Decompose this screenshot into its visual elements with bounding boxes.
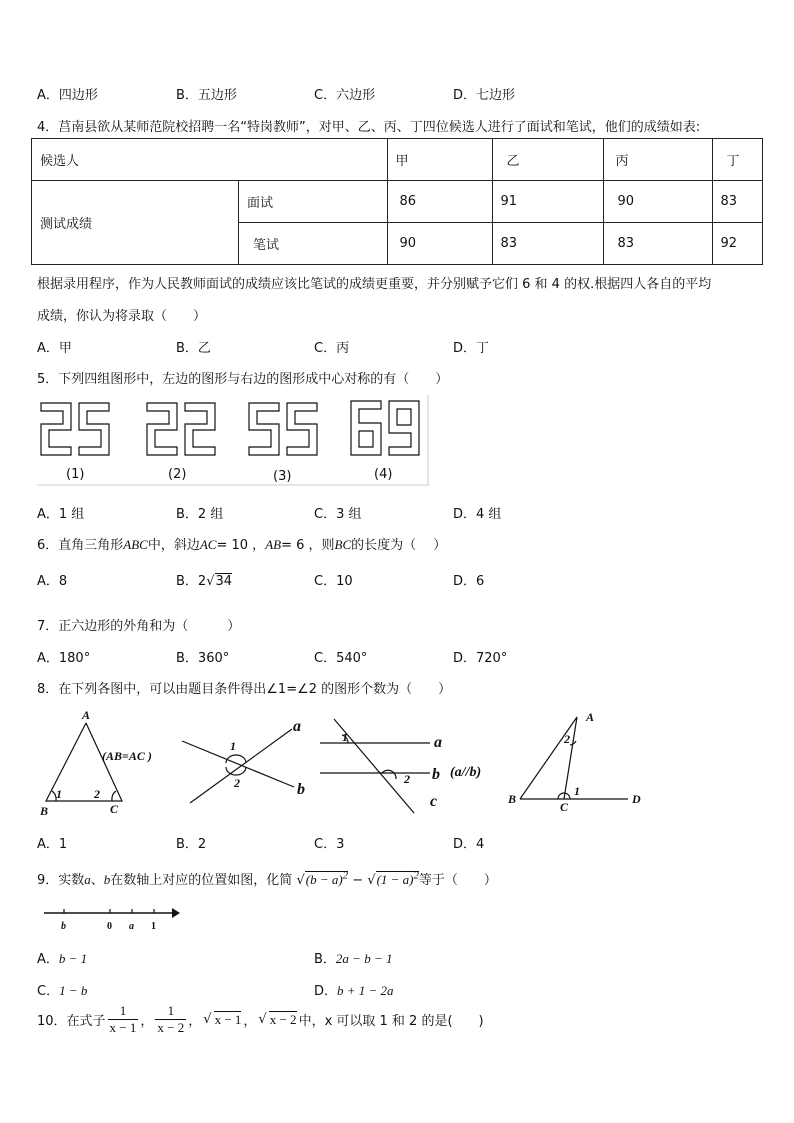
q9-text: 9．实数 — [37, 873, 85, 888]
q3-option-b[interactable]: B．五边形 — [176, 88, 237, 103]
q10-stem — [37, 1003, 484, 1036]
fig1-label-b: B — [40, 804, 49, 818]
fig3-label-b: b — [432, 766, 440, 783]
fig1-angle-1: 1 — [56, 787, 62, 801]
table-row-label: 笔试 — [239, 223, 388, 265]
fig1-angle-2: 2 — [94, 787, 100, 801]
q4-option-b[interactable]: B．乙 — [176, 341, 211, 356]
q6-option-a[interactable]: A．8 — [37, 574, 68, 589]
q9-option-expr: 1 − b — [59, 983, 88, 998]
fig4-angle-1: 1 — [574, 784, 580, 798]
radical-sign: √ — [292, 873, 305, 888]
q6-stem — [37, 534, 446, 553]
fig4-label-d: D — [632, 792, 641, 806]
table-cell: 83 — [603, 223, 712, 265]
q6-text: 6．直角三角形 — [37, 538, 124, 553]
fig1-condition: (AB=AC ) — [102, 749, 152, 763]
q9-text: 、 — [90, 873, 104, 888]
q10-radicand-2: x − 2 — [269, 1012, 297, 1027]
q5-option-a[interactable]: A．1 组 — [37, 507, 85, 522]
q10-text: 10．在式子 — [37, 1014, 106, 1029]
radical-sign: √ — [206, 574, 215, 589]
q9-option-a[interactable] — [37, 948, 87, 967]
q9-text: 等于（ ） — [418, 873, 497, 888]
fig1-label-c: C — [110, 802, 119, 816]
table-cell: 92 — [712, 223, 762, 265]
fig4-label-c: C — [560, 800, 569, 814]
fig3-label-a: a — [434, 734, 442, 751]
fig1-label-a: A — [82, 708, 91, 722]
q4-option-a[interactable]: A．甲 — [37, 341, 72, 356]
fig4-label-b: B — [508, 792, 517, 806]
q4-stem: 4．莒南县欲从某师范院校招聘一名“特岗教师”，对甲、乙、丙、丁四位候选人进行了面试和笔试，他们的成绩如表: — [37, 120, 701, 135]
q8-option-d[interactable]: D．4 — [453, 837, 485, 852]
q7-stem: 7．正六边形的外角和为（ ） — [37, 619, 241, 634]
q5-stem: 5．下列四组图形中，左边的图形与右边的图形成中心对称的有（ ） — [37, 372, 449, 387]
q6-text: 的长度为（ ） — [351, 538, 447, 553]
fig3-angle-2: 2 — [404, 772, 410, 786]
angle-figures — [30, 705, 770, 825]
q9-option-d[interactable] — [314, 980, 394, 999]
q6-option-c[interactable]: C．10 — [314, 574, 353, 589]
q4-text-1: 根据录用程序，作为人民教师面试的成绩应该比笔试的成绩更重要，并分别赋予它们 6 和 4 的权.根据四人各自的平均 — [37, 277, 712, 292]
radical-sign: √ — [258, 1012, 267, 1027]
score-table — [31, 138, 763, 265]
fig2-angle-2: 2 — [234, 776, 240, 790]
table-row-label: 面试 — [239, 181, 388, 223]
q9-rad1: (b − a) — [305, 872, 343, 887]
q6-var: AB — [265, 537, 282, 552]
fig2-label-b: b — [297, 781, 305, 798]
table-candidate: 甲 — [387, 139, 492, 181]
q10-sep: ， — [140, 1014, 154, 1029]
figure-label: (1) — [66, 467, 85, 482]
fraction-1-num: 1 — [119, 1003, 127, 1018]
q9-stem — [37, 869, 497, 888]
q6-option-b-radicand: 34 — [215, 574, 233, 589]
q6-var: BC — [334, 537, 352, 552]
q5-option-d[interactable]: D．4 组 — [453, 507, 502, 522]
q9-option-expr: 2a − b − 1 — [335, 951, 393, 966]
q6-text: = 6 ，则 — [281, 538, 335, 553]
figure-label: (3) — [273, 469, 292, 484]
q9-text: 在数轴上对应的位置如图，化简 — [110, 873, 293, 888]
q9-radicand-1 — [305, 871, 348, 887]
table-cell: 83 — [492, 223, 603, 265]
q9-option-b[interactable] — [314, 948, 392, 967]
q5-option-c[interactable]: C．3 组 — [314, 507, 362, 522]
q9-exp: 2 — [413, 869, 419, 882]
q10-sep: ， — [243, 1014, 257, 1029]
q3-option-a[interactable]: A．四边形 — [37, 88, 98, 103]
q9-option-expr: b + 1 − 2a — [337, 983, 394, 998]
fig2-angle-1: 1 — [230, 739, 236, 753]
q4-option-c[interactable]: C．丙 — [314, 341, 350, 356]
fig4-angle-2: 2 — [564, 732, 570, 746]
q8-option-c[interactable]: C．3 — [314, 837, 345, 852]
q9-option-label: C． — [37, 984, 60, 999]
fraction-2-num: 1 — [167, 1003, 175, 1018]
minus-sign: − — [348, 873, 368, 888]
q9-rad2: (1 − a) — [376, 872, 414, 887]
table-cell: 90 — [387, 223, 492, 265]
fig2-label-a: a — [293, 718, 301, 735]
q9-option-expr: b − 1 — [58, 951, 88, 966]
fig3-angle-1: 1 — [342, 730, 348, 744]
fraction-2-den: x − 2 — [157, 1020, 185, 1035]
table-cell: 86 — [387, 181, 492, 223]
q4-option-d[interactable]: D．丁 — [453, 341, 490, 356]
q8-option-a[interactable]: A．1 — [37, 837, 68, 852]
fraction-1-den: x − 1 — [109, 1020, 137, 1035]
fraction-1 — [108, 1003, 139, 1036]
q7-option-a[interactable]: A．180° — [37, 651, 91, 666]
q10-sep: ， — [188, 1014, 202, 1029]
axis-label-0: 0 — [107, 921, 112, 932]
q9-option-label: A． — [37, 952, 59, 967]
q10-radicand-1: x − 1 — [214, 1012, 242, 1027]
q9-option-label: D． — [314, 984, 338, 999]
q9-radicand-2 — [376, 871, 419, 887]
q7-option-b[interactable]: B．360° — [176, 651, 230, 666]
table-candidate: 乙 — [492, 139, 603, 181]
fig3-label-c: c — [430, 793, 438, 810]
q8-stem: 8．在下列各图中，可以由题目条件得出∠1=∠2 的图形个数为（ ） — [37, 682, 452, 697]
table-header-label: 候选人 — [32, 139, 388, 181]
axis-label-b: b — [61, 921, 66, 932]
radical-sign: √ — [367, 873, 376, 888]
figure-label: (2) — [168, 467, 187, 482]
fig3-condition: (a//b) — [450, 765, 482, 780]
q9-option-c[interactable] — [37, 980, 87, 999]
q3-option-d[interactable]: D．七边形 — [453, 88, 516, 103]
axis-label-a: a — [129, 921, 134, 932]
q6-text: 中，斜边 — [147, 538, 200, 553]
figure-label: (4) — [374, 467, 393, 482]
table-candidate: 丙 — [603, 139, 712, 181]
q6-option-b[interactable] — [176, 570, 232, 589]
q4-text-2: 成绩，你认为将录取（ ） — [37, 309, 207, 324]
q6-option-d[interactable]: D．6 — [453, 574, 485, 589]
table-group-label: 测试成绩 — [32, 181, 239, 265]
q5-option-b[interactable]: B．2 组 — [176, 507, 224, 522]
q7-option-c[interactable]: C．540° — [314, 651, 368, 666]
q9-option-label: B． — [314, 952, 336, 967]
q10-text: 中，x 可以取 1 和 2 的是( ) — [298, 1014, 484, 1029]
q8-option-b[interactable]: B．2 — [176, 837, 207, 852]
q6-option-b-label: B． — [176, 574, 198, 589]
q9-exp: 2 — [342, 869, 349, 882]
q6-text: = 10 ， — [216, 538, 266, 553]
q6-var: AC — [199, 537, 217, 552]
q6-var: ABC — [123, 537, 148, 552]
digit-figures — [37, 395, 429, 487]
radical-sign: √ — [203, 1012, 212, 1027]
number-line — [40, 905, 190, 935]
fig4-label-a: A — [586, 710, 595, 724]
table-cell: 90 — [603, 181, 712, 223]
axis-label-1: 1 — [151, 921, 156, 932]
q6-option-b-coef: 2 — [197, 574, 207, 589]
fraction-2 — [155, 1003, 186, 1036]
q9-var-a: a — [84, 872, 91, 887]
table-candidate: 丁 — [712, 139, 762, 181]
q7-option-d[interactable]: D．720° — [453, 651, 508, 666]
q9-var-b: b — [103, 872, 111, 887]
table-cell: 91 — [492, 181, 603, 223]
q3-option-c[interactable]: C．六边形 — [314, 88, 376, 103]
table-cell: 83 — [712, 181, 762, 223]
